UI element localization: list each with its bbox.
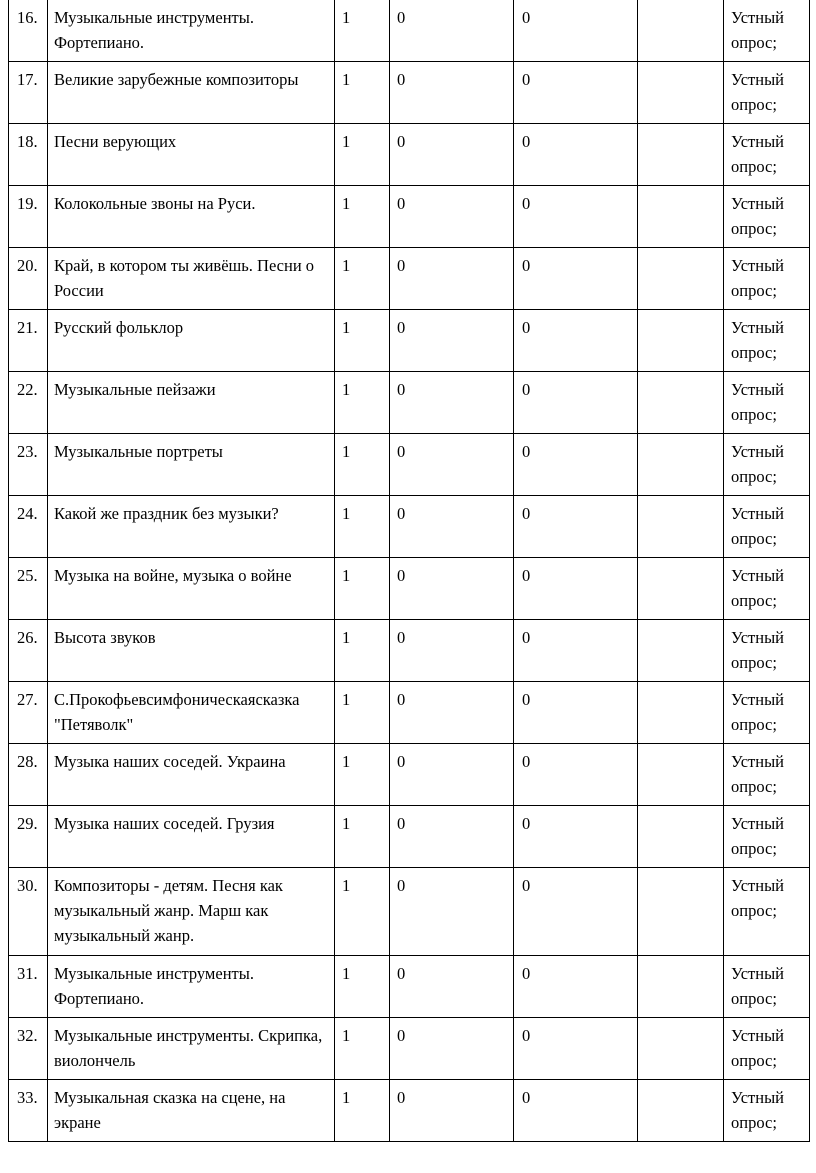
assessment-form-cell: Устный опрос; bbox=[724, 124, 810, 186]
hours-practice-cell: 0 bbox=[514, 496, 638, 558]
row-number-cell: 22. bbox=[9, 372, 48, 434]
lesson-topic-cell: Музыкальная сказка на сцене, на экране bbox=[48, 1080, 335, 1142]
hours-total-cell: 1 bbox=[335, 62, 390, 124]
hours-control-cell: 0 bbox=[390, 806, 514, 868]
hours-total-cell: 1 bbox=[335, 186, 390, 248]
assessment-form-cell: Устный опрос; bbox=[724, 248, 810, 310]
row-number-cell: 32. bbox=[9, 1018, 48, 1080]
hours-practice-cell: 0 bbox=[514, 806, 638, 868]
table-row bbox=[9, 806, 810, 868]
lesson-topic-cell: С.Прокофьевсимфоническаясказка "Петяволк" bbox=[48, 682, 335, 744]
lesson-topic-cell: Край, в котором ты живёшь. Песни о России bbox=[48, 248, 335, 310]
hours-control-cell: 0 bbox=[390, 0, 514, 62]
assessment-form-cell: Устный опрос; bbox=[724, 1080, 810, 1142]
row-number-cell: 24. bbox=[9, 496, 48, 558]
table-row bbox=[9, 682, 810, 744]
hours-practice-cell: 0 bbox=[514, 310, 638, 372]
study-date-cell bbox=[638, 310, 724, 372]
table-row bbox=[9, 62, 810, 124]
table-row bbox=[9, 0, 810, 62]
study-date-cell bbox=[638, 496, 724, 558]
table-row bbox=[9, 868, 810, 956]
study-date-cell bbox=[638, 1080, 724, 1142]
hours-practice-cell: 0 bbox=[514, 62, 638, 124]
lesson-topic-cell: Музыкальные пейзажи bbox=[48, 372, 335, 434]
hours-control-cell: 0 bbox=[390, 434, 514, 496]
hours-control-cell: 0 bbox=[390, 868, 514, 956]
hours-total-cell: 1 bbox=[335, 372, 390, 434]
table-row bbox=[9, 248, 810, 310]
hours-practice-cell: 0 bbox=[514, 682, 638, 744]
hours-control-cell: 0 bbox=[390, 1080, 514, 1142]
hours-control-cell: 0 bbox=[390, 248, 514, 310]
hours-control-cell: 0 bbox=[390, 558, 514, 620]
study-date-cell bbox=[638, 806, 724, 868]
lesson-topic-cell: Музыка наших соседей. Украина bbox=[48, 744, 335, 806]
lesson-plan-table bbox=[8, 0, 810, 1142]
study-date-cell bbox=[638, 434, 724, 496]
study-date-cell bbox=[638, 558, 724, 620]
assessment-form-cell: Устный опрос; bbox=[724, 62, 810, 124]
table-row bbox=[9, 558, 810, 620]
row-number-cell: 33. bbox=[9, 1080, 48, 1142]
hours-practice-cell: 0 bbox=[514, 434, 638, 496]
hours-total-cell: 1 bbox=[335, 434, 390, 496]
hours-control-cell: 0 bbox=[390, 186, 514, 248]
hours-practice-cell: 0 bbox=[514, 868, 638, 956]
lesson-topic-cell: Музыкальные инструменты. Фортепиано. bbox=[48, 956, 335, 1018]
row-number-cell: 28. bbox=[9, 744, 48, 806]
assessment-form-cell: Устный опрос; bbox=[724, 496, 810, 558]
hours-practice-cell: 0 bbox=[514, 956, 638, 1018]
row-number-cell: 17. bbox=[9, 62, 48, 124]
row-number-cell: 29. bbox=[9, 806, 48, 868]
assessment-form-cell: Устный опрос; bbox=[724, 682, 810, 744]
hours-total-cell: 1 bbox=[335, 868, 390, 956]
table-row bbox=[9, 434, 810, 496]
table-row bbox=[9, 620, 810, 682]
row-number-cell: 27. bbox=[9, 682, 48, 744]
table-row bbox=[9, 186, 810, 248]
hours-total-cell: 1 bbox=[335, 124, 390, 186]
assessment-form-cell: Устный опрос; bbox=[724, 620, 810, 682]
table-row bbox=[9, 1080, 810, 1142]
row-number-cell: 16. bbox=[9, 0, 48, 62]
lesson-topic-cell: Музыкальные инструменты. Скрипка, виолончель bbox=[48, 1018, 335, 1080]
study-date-cell bbox=[638, 124, 724, 186]
table-row bbox=[9, 496, 810, 558]
assessment-form-cell: Устный опрос; bbox=[724, 434, 810, 496]
hours-total-cell: 1 bbox=[335, 310, 390, 372]
hours-practice-cell: 0 bbox=[514, 372, 638, 434]
hours-total-cell: 1 bbox=[335, 1080, 390, 1142]
study-date-cell bbox=[638, 248, 724, 310]
hours-practice-cell: 0 bbox=[514, 620, 638, 682]
table-row bbox=[9, 124, 810, 186]
assessment-form-cell: Устный опрос; bbox=[724, 1018, 810, 1080]
hours-total-cell: 1 bbox=[335, 682, 390, 744]
study-date-cell bbox=[638, 186, 724, 248]
hours-practice-cell: 0 bbox=[514, 124, 638, 186]
hours-total-cell: 1 bbox=[335, 620, 390, 682]
study-date-cell bbox=[638, 956, 724, 1018]
study-date-cell bbox=[638, 868, 724, 956]
study-date-cell bbox=[638, 0, 724, 62]
hours-practice-cell: 0 bbox=[514, 744, 638, 806]
row-number-cell: 30. bbox=[9, 868, 48, 956]
hours-total-cell: 1 bbox=[335, 0, 390, 62]
row-number-cell: 18. bbox=[9, 124, 48, 186]
lesson-topic-cell: Высота звуков bbox=[48, 620, 335, 682]
lesson-topic-cell: Великие зарубежные композиторы bbox=[48, 62, 335, 124]
hours-total-cell: 1 bbox=[335, 806, 390, 868]
lesson-topic-cell: Музыка наших соседей. Грузия bbox=[48, 806, 335, 868]
hours-control-cell: 0 bbox=[390, 372, 514, 434]
assessment-form-cell: Устный опрос; bbox=[724, 372, 810, 434]
lesson-topic-cell: Песни верующих bbox=[48, 124, 335, 186]
table-row bbox=[9, 372, 810, 434]
assessment-form-cell: Устный опрос; bbox=[724, 806, 810, 868]
study-date-cell bbox=[638, 620, 724, 682]
study-date-cell bbox=[638, 682, 724, 744]
row-number-cell: 23. bbox=[9, 434, 48, 496]
row-number-cell: 20. bbox=[9, 248, 48, 310]
table-row bbox=[9, 744, 810, 806]
lesson-topic-cell: Музыка на войне, музыка о войне bbox=[48, 558, 335, 620]
hours-total-cell: 1 bbox=[335, 248, 390, 310]
hours-control-cell: 0 bbox=[390, 62, 514, 124]
hours-control-cell: 0 bbox=[390, 310, 514, 372]
hours-control-cell: 0 bbox=[390, 1018, 514, 1080]
study-date-cell bbox=[638, 372, 724, 434]
hours-control-cell: 0 bbox=[390, 620, 514, 682]
hours-practice-cell: 0 bbox=[514, 558, 638, 620]
assessment-form-cell: Устный опрос; bbox=[724, 558, 810, 620]
lesson-topic-cell: Музыкальные портреты bbox=[48, 434, 335, 496]
hours-practice-cell: 0 bbox=[514, 186, 638, 248]
assessment-form-cell: Устный опрос; bbox=[724, 956, 810, 1018]
row-number-cell: 19. bbox=[9, 186, 48, 248]
row-number-cell: 25. bbox=[9, 558, 48, 620]
table-body bbox=[9, 0, 810, 1142]
hours-total-cell: 1 bbox=[335, 558, 390, 620]
lesson-topic-cell: Колокольные звоны на Руси. bbox=[48, 186, 335, 248]
study-date-cell bbox=[638, 62, 724, 124]
hours-control-cell: 0 bbox=[390, 496, 514, 558]
assessment-form-cell: Устный опрос; bbox=[724, 744, 810, 806]
table-row bbox=[9, 956, 810, 1018]
hours-practice-cell: 0 bbox=[514, 1080, 638, 1142]
assessment-form-cell: Устный опрос; bbox=[724, 310, 810, 372]
assessment-form-cell: Устный опрос; bbox=[724, 868, 810, 956]
row-number-cell: 21. bbox=[9, 310, 48, 372]
study-date-cell bbox=[638, 1018, 724, 1080]
hours-control-cell: 0 bbox=[390, 124, 514, 186]
lesson-topic-cell: Музыкальные инструменты. Фортепиано. bbox=[48, 0, 335, 62]
hours-total-cell: 1 bbox=[335, 744, 390, 806]
hours-total-cell: 1 bbox=[335, 496, 390, 558]
assessment-form-cell: Устный опрос; bbox=[724, 0, 810, 62]
row-number-cell: 31. bbox=[9, 956, 48, 1018]
hours-practice-cell: 0 bbox=[514, 1018, 638, 1080]
study-date-cell bbox=[638, 744, 724, 806]
lesson-topic-cell: Русский фольклор bbox=[48, 310, 335, 372]
hours-control-cell: 0 bbox=[390, 744, 514, 806]
hours-control-cell: 0 bbox=[390, 682, 514, 744]
hours-practice-cell: 0 bbox=[514, 0, 638, 62]
hours-control-cell: 0 bbox=[390, 956, 514, 1018]
lesson-topic-cell: Композиторы - детям. Песня как музыкальный жанр. Марш как музыкальный жанр. bbox=[48, 868, 335, 956]
hours-practice-cell: 0 bbox=[514, 248, 638, 310]
assessment-form-cell: Устный опрос; bbox=[724, 186, 810, 248]
lesson-topic-cell: Какой же праздник без музыки? bbox=[48, 496, 335, 558]
table-row bbox=[9, 310, 810, 372]
table-row bbox=[9, 1018, 810, 1080]
row-number-cell: 26. bbox=[9, 620, 48, 682]
hours-total-cell: 1 bbox=[335, 956, 390, 1018]
hours-total-cell: 1 bbox=[335, 1018, 390, 1080]
